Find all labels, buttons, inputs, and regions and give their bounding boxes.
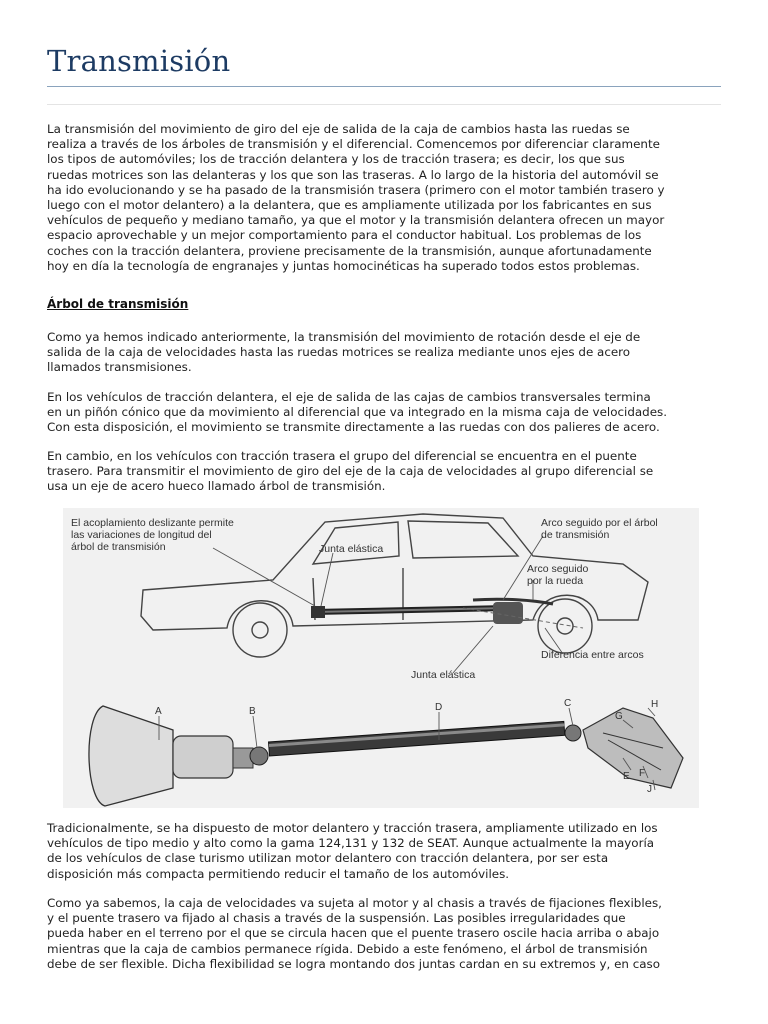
- section-heading: Árbol de transmisión: [47, 297, 189, 311]
- paragraph-5: Como ya sabemos, la caja de velocidades va sujeta al motor y al chasis a través de fijaciones flexibles, y el puente trasero va fijado al chasis a través de la suspensión. Las posibles irregularidades que pueda haber en el terreno por el que se circula hacen que el puente trasero oscile hacia arriba o abajo mientras que la caja de cambios permanece rígida. Debido a este fenómeno, el árbol de transmisión debe de ser flexible. Dicha flexibilidad se logra montando dos juntas cardan en su extremos y, en caso: [47, 896, 662, 971]
- part-label-h: H: [651, 699, 659, 710]
- part-label-f: F: [639, 768, 646, 779]
- paragraph-1: Como ya hemos indicado anteriormente, la transmisión del movimiento de rotación desde el eje de salida de la caja de velocidades hasta las ruedas motrices se realiza mediante unos ejes de acero llamados transmisiones.: [47, 330, 641, 375]
- shaft-in-car: [311, 599, 583, 628]
- transmission-diagram: [63, 508, 699, 808]
- part-label-j: J: [647, 784, 652, 795]
- section-divider: [47, 104, 721, 105]
- intro-paragraph: La transmisión del movimiento de giro del eje de salida de la caja de cambios hasta las ruedas se realiza a través de los árboles de transmisión y el diferencial. Comencemos por diferenciar claramente los tipos de automóviles; los de tracción delantera y los de tracción trasera; es decir, los que sus ruedas motrices son las delanteras y los que son las traseras. A lo largo de la historia del automóvil se ha ido evolucionando y se ha pasado de la transmisión trasera (primero con el motor también trasero y luego con el motor delantero) a la delantera, que es ampliamente utilizada por los fabricantes en sus vehículos de pequeño y mediano tamaño, ya que el motor y la transmisión delantera ofrecen un mayor espacio aprovechable y un mejor comportamiento para el conductor habitual. Los problemas de los coches con la tracción delantera, proviene precisamente de la transmisión, aunque afortunadamente hoy en día la tecnología de engranajes y juntas homocinéticas ha superado todos estos problemas.: [47, 122, 665, 273]
- part-label-g: G: [615, 711, 623, 722]
- part-label-a: A: [155, 706, 162, 717]
- exploded-shaft: [89, 706, 683, 806]
- paragraph-3: En cambio, en los vehículos con tracción trasera el grupo del diferencial se encuentra en el puente trasero. Para transmitir el movimiento de giro del eje de la caja de velocidades al grupo diferencial se usa un eje de acero hueco llamado árbol de transmisión.: [47, 449, 654, 494]
- label-joint-top: Junta elástica: [319, 543, 384, 555]
- paragraph-4: Tradicionalmente, se ha dispuesto de motor delantero y tracción trasera, ampliamente utilizado en los vehículos de tipo medio y alto como la gama 124,131 y 132 de SEAT. Aunque actualmente la mayoría de los vehículos de clase turismo utilizan motor delantero con tracción delantera, por ser esta disposición más compacta permitiendo reducir el tamaño de los automóviles.: [47, 821, 658, 881]
- part-label-b: B: [249, 706, 256, 717]
- label-arc-shaft: Arco seguido por el árbol de transmisión: [541, 517, 658, 541]
- paragraph-2: En los vehículos de tracción delantera, el eje de salida de las cajas de cambios transversales termina en un piñón cónico que da movimiento al diferencial que va integrado en la misma caja de velocidades. Con esta disposición, el movimiento se transmite directamente a las ruedas con dos palieres de acero.: [47, 390, 668, 435]
- diagram-svg: [63, 508, 699, 808]
- label-joint-bottom: Junta elástica: [411, 669, 476, 681]
- title-divider: [47, 86, 721, 87]
- label-arc-wheel: Arco seguido por la rueda: [527, 563, 589, 587]
- part-label-c: C: [564, 698, 572, 709]
- part-label-d: D: [435, 702, 443, 713]
- part-label-e: E: [623, 771, 630, 782]
- label-coupling: El acoplamiento deslizante permite las variaciones de longitud del árbol de transmisión: [71, 517, 234, 553]
- label-difference: Diferencia entre arcos: [541, 649, 644, 661]
- page-title: Transmisión: [47, 44, 231, 78]
